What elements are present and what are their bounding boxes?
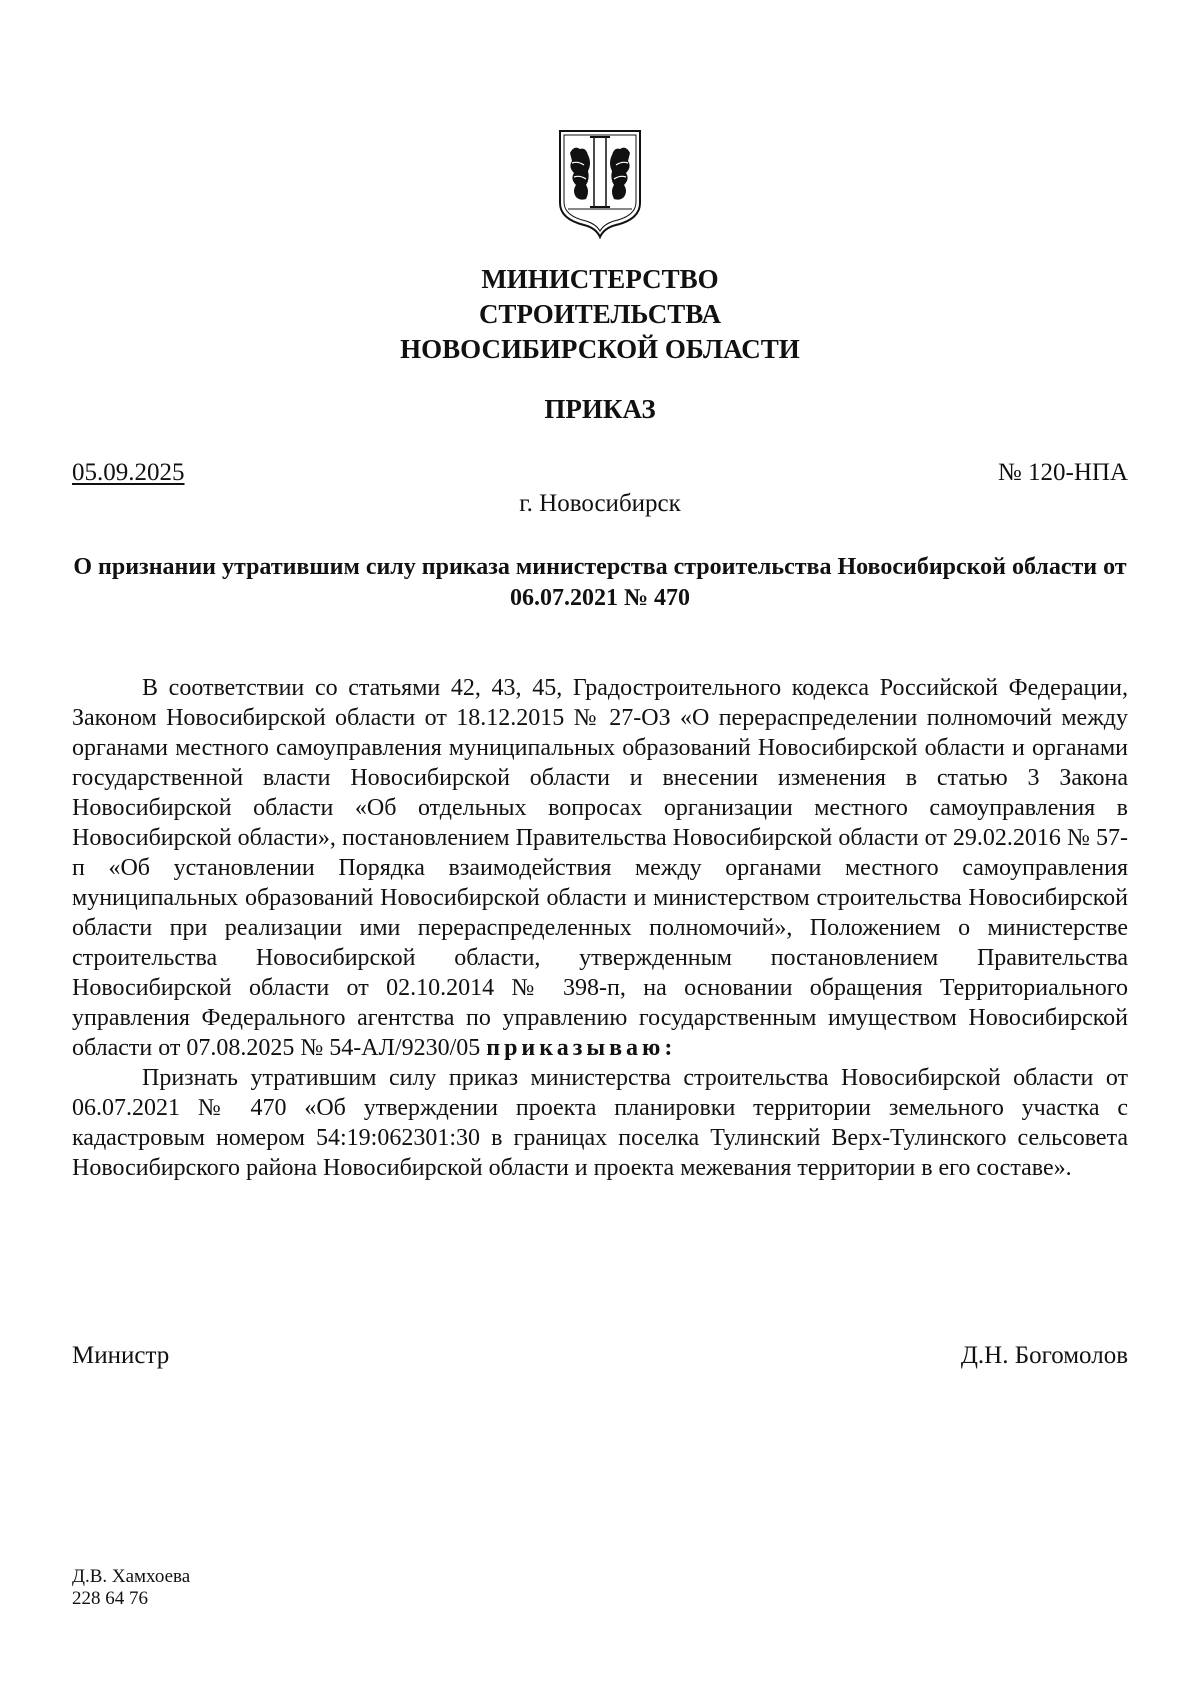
document-body <box>72 673 1128 1183</box>
signatory-name: Д.Н. Богомолов <box>960 1342 1128 1369</box>
executor-phone: 228 64 76 <box>72 1588 148 1609</box>
executor-block <box>72 1566 190 1610</box>
signatory-position: Министр <box>72 1342 170 1369</box>
ministry-line-3: НОВОСИБИРСКОЙ ОБЛАСТИ <box>400 334 800 364</box>
body-paragraph-1-text: В соответствии со статьями 42, 43, 45, Градостроительного кодекса Российской Федерации, Законом Новосибирской области от 18.12.2015 № 27-ОЗ «О перераспределении полномочий между органами местного самоуправления муниципальных образований Новосибирской области и органами государственной власти Новосибирской области и внесении изменения в статью 3 Закона Новосибирской области «Об отдельных вопросах организации местного самоуправления в Новосибирской области», постановлением Правительства Новосибирской области от 29.02.2016 № 57-п «Об установлении Порядка взаимодействия между органами местного самоуправления муниципальных образований Новосибирской области и министерством строительства Новосибирской области при реализации ими перераспределенных полномочий», Положением о министерстве строительства Новосибирской области, утвержденным постановлением Правительства Новосибирской области от 02.10.2014 № 398-п, на основании обращения Территориального управления Федерального агентства по управлению государственным имуществом Новосибирской области от 07.08.2025 № 54-АЛ/9230/05 <box>72 675 1128 1061</box>
executor-name: Д.В. Хамхоева <box>72 1566 191 1587</box>
document-city: г. Новосибирск <box>519 490 681 517</box>
body-paragraph-1 <box>72 673 1128 1063</box>
body-paragraph-2: Признать утратившим силу приказ министерства строительства Новосибирской области от 06.07.2021 № 470 «Об утверждении проекта планировки территории земельного участка с кадастровым номером 54:19:062301:30 в границах поселка Тулинский Верх-Тулинского сельсовета Новосибирского района Новосибирской области и проекта межевания территории в его составе». <box>72 1065 1128 1181</box>
ministry-name <box>0 262 1200 367</box>
document-date: 05.09.2025 <box>72 459 185 486</box>
ministry-line-2: СТРОИТЕЛЬСТВА <box>478 299 722 329</box>
order-word: приказываю: <box>486 1035 677 1061</box>
document-number: № 120-НПА <box>997 459 1128 486</box>
document-title: О признании утратившим силу приказа министерства строительства Новосибирской области от 06.07.2021 № 470 <box>73 554 1127 611</box>
ministry-line-1: МИНИСТЕРСТВО <box>481 264 719 294</box>
document-type: ПРИКАЗ <box>544 394 656 424</box>
coat-of-arms-icon <box>556 127 644 239</box>
